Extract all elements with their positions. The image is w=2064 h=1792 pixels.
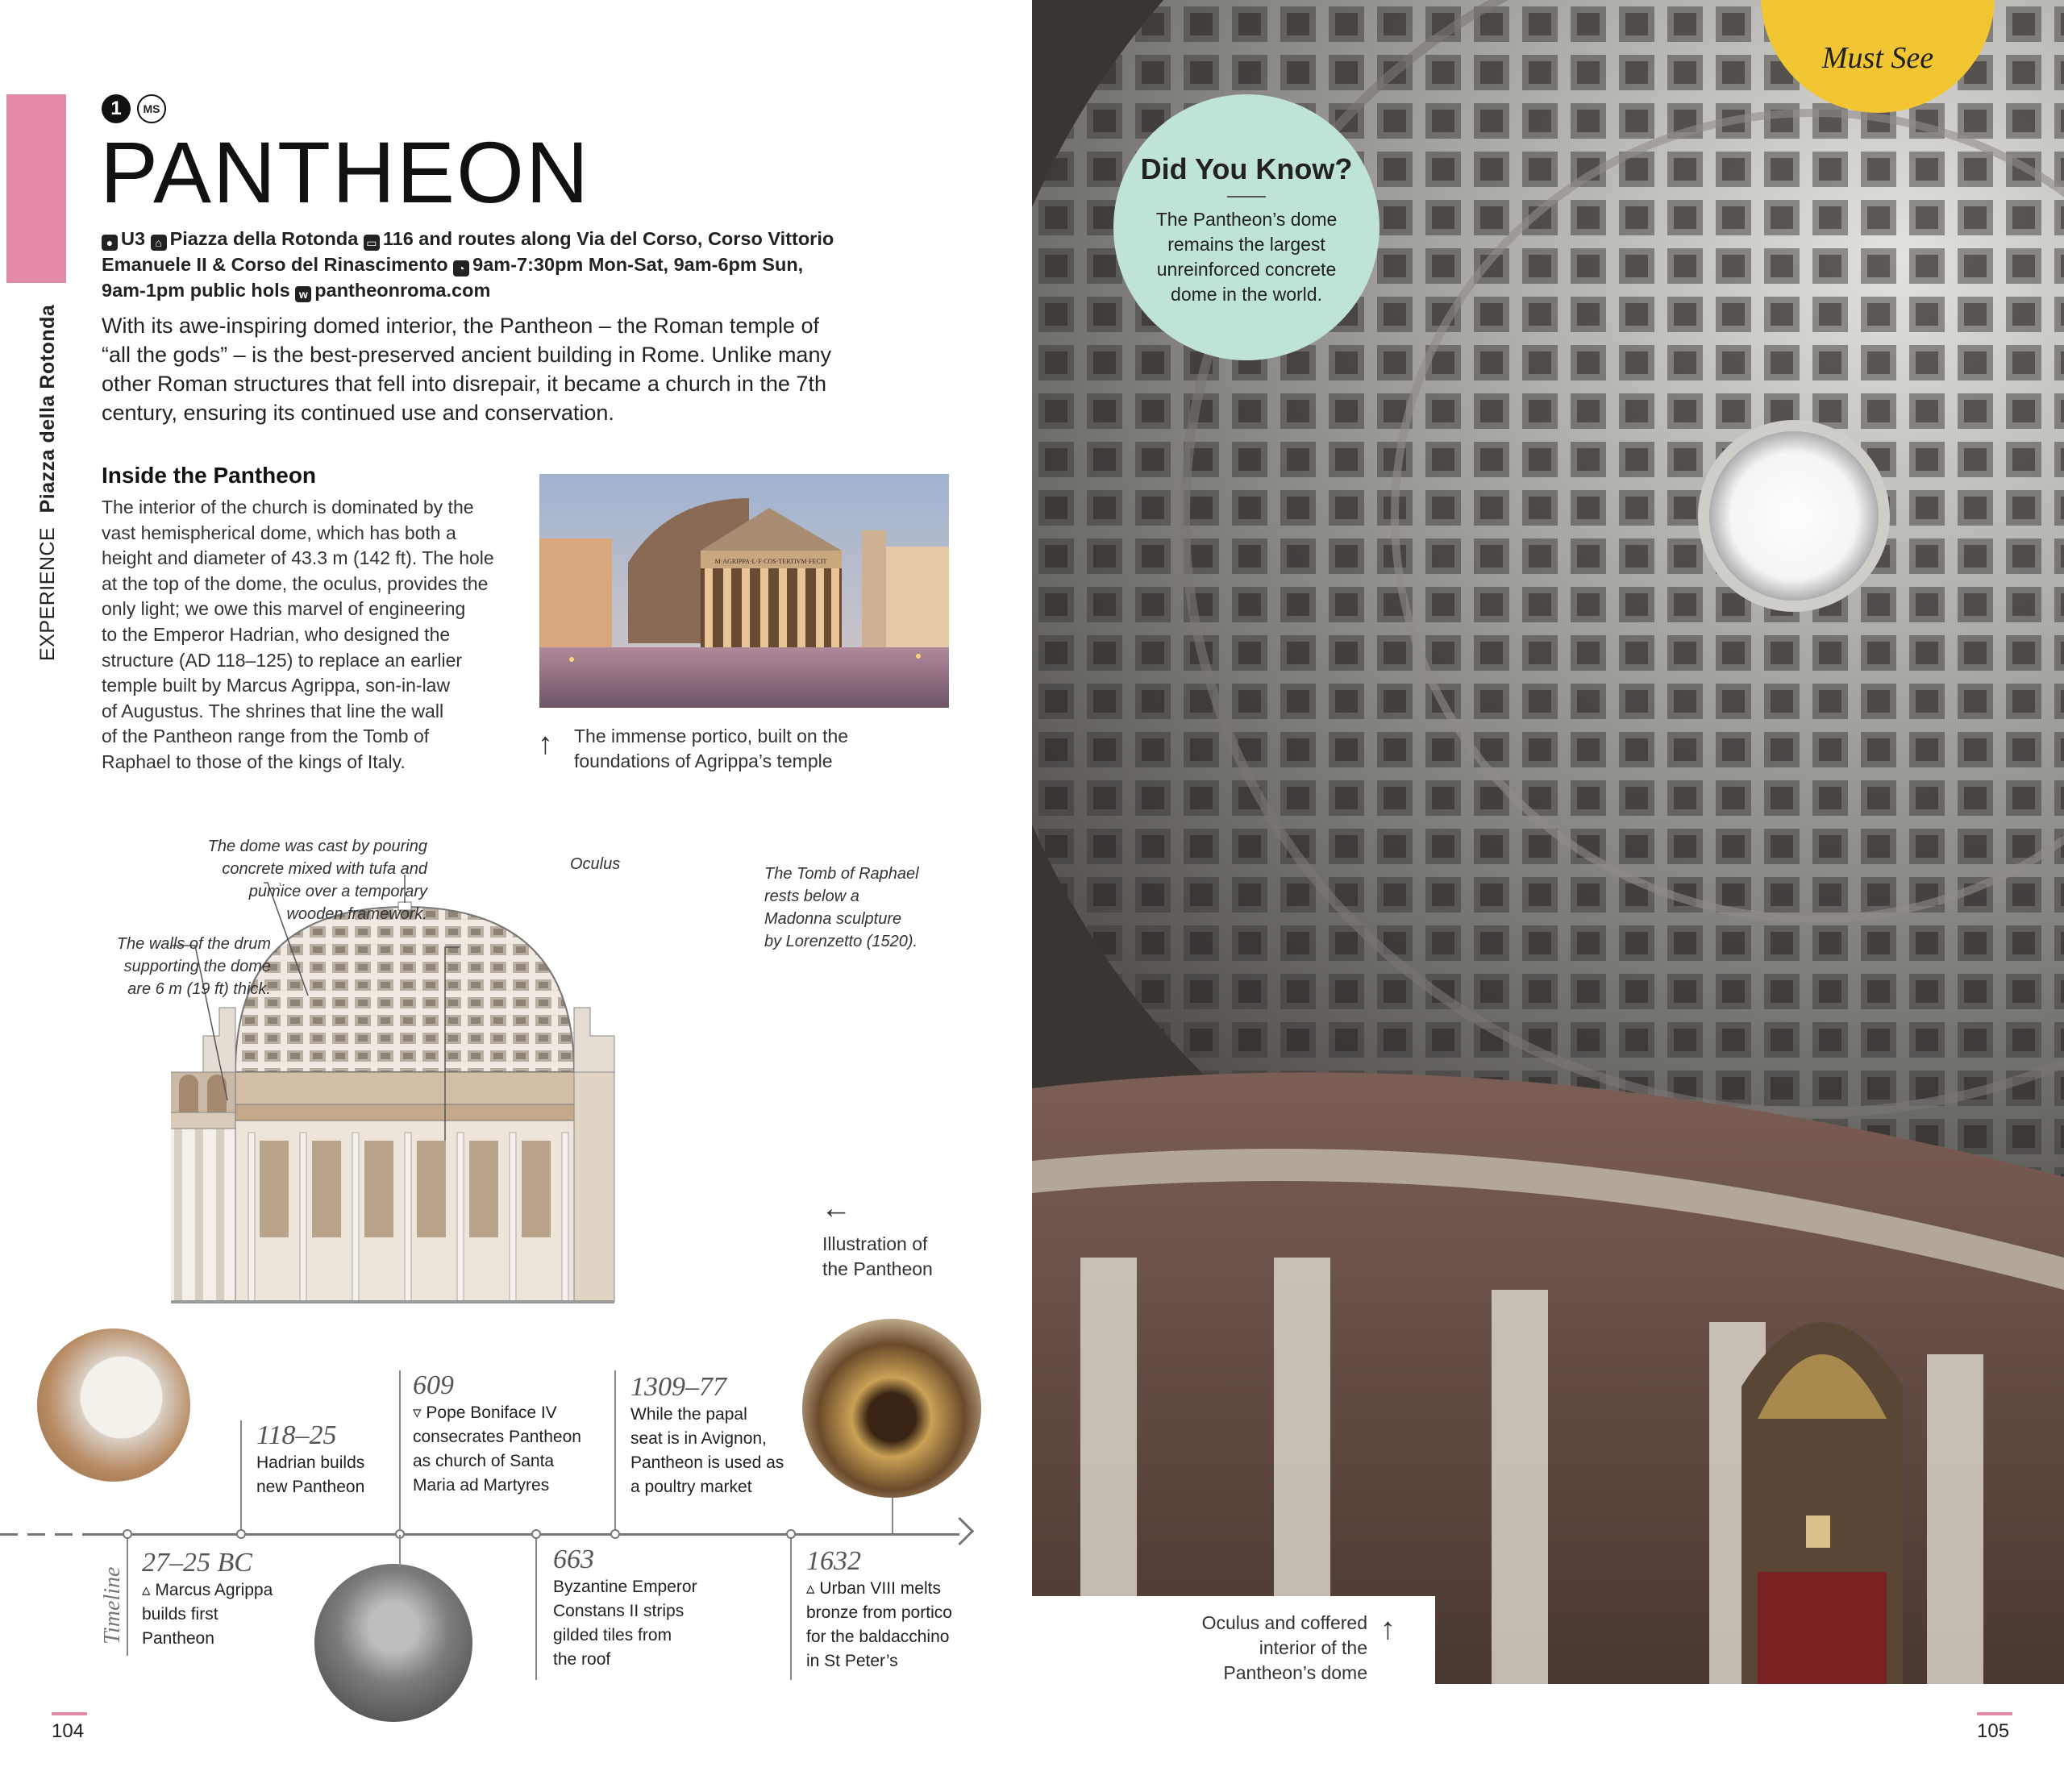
timeline-date: 1632 <box>806 1546 861 1576</box>
baldacchino-photo <box>802 1319 981 1498</box>
triangle-up-icon: ▵ <box>142 1581 156 1599</box>
timeline-text <box>413 1401 582 1498</box>
timeline-date: 663 <box>553 1545 594 1574</box>
body-line: to the Emperor Hadrian, who designed the <box>102 623 451 645</box>
timeline-connector <box>614 1370 616 1533</box>
map-pin-icon: ● <box>102 235 118 251</box>
body-line: at the top of the dome, the oculus, provides the <box>102 572 489 594</box>
annotation-line: pumice over a temporary <box>248 883 427 900</box>
oculus-annotation <box>570 853 620 875</box>
annotation-line: Oculus <box>570 855 621 873</box>
timeline-text-line: Pope Boniface IV <box>426 1403 557 1422</box>
timeline-date: 27–25 BC <box>142 1548 252 1578</box>
timeline-axis <box>89 1533 959 1536</box>
body-line: temple built by Marcus Agrippa, son-in-law <box>102 675 451 696</box>
triangle-up-icon: ▵ <box>806 1579 820 1598</box>
section-tab <box>6 94 66 283</box>
page-number: 105 <box>1977 1720 2010 1742</box>
timeline-text-line: a poultry market <box>630 1478 752 1496</box>
body-line: height and diameter of 43.3 m (142 ft). The hole <box>102 547 494 569</box>
timeline-entry <box>806 1546 976 1674</box>
timeline-text-line: the roof <box>553 1650 611 1669</box>
bus-icon: ▭ <box>364 235 380 251</box>
timeline-text <box>142 1578 311 1651</box>
home-icon: ⌂ <box>151 235 167 251</box>
intro-line: “all the gods” – is the best-preserved ancient building in Rome. Unlike many <box>102 343 831 367</box>
timeline-text-line: Marcus Agrippa <box>155 1581 273 1599</box>
body-line: structure (AD 118–125) to replace an earlier <box>102 649 463 671</box>
section-heading: Inside the Pantheon <box>102 463 317 488</box>
timeline-text-line: gilded tiles from <box>553 1626 672 1644</box>
section-location: Piazza della Rotonda <box>36 304 59 513</box>
body-line: Raphael to those of the kings of Italy. <box>102 750 406 772</box>
timeline-text-line: Constans II strips <box>553 1602 685 1620</box>
caption-line: foundations of Agrippa’s temple <box>574 750 833 771</box>
timeline-dashed-start <box>0 1533 89 1536</box>
agrippa-bust-photo <box>37 1328 190 1482</box>
inside-paragraph <box>102 495 513 775</box>
must-see-icon: MS <box>137 94 166 123</box>
entry-number-badge: 1 <box>102 94 131 123</box>
portico-photo <box>539 474 949 708</box>
portico-caption <box>574 724 848 774</box>
intro-paragraph <box>102 311 884 427</box>
caption-line: Oculus and coffered <box>1201 1612 1367 1633</box>
timeline-date: 609 <box>413 1370 454 1400</box>
opening-hours: 9am-7:30pm Mon-Sat, 9am-6pm Sun, <box>472 254 804 275</box>
annotation-line: wooden framework. <box>286 905 427 923</box>
intro-line: century, ensuring its continued use and conservation. <box>102 401 614 425</box>
timeline-entry <box>630 1372 800 1499</box>
timeline-connector <box>127 1535 128 1656</box>
walls-annotation <box>97 933 271 1000</box>
timeline-dot <box>786 1529 796 1539</box>
caption-line: the Pantheon <box>822 1258 933 1279</box>
annotation-line: supporting the dome <box>123 958 271 975</box>
running-header <box>36 305 60 661</box>
intro-line: With its awe-inspiring domed interior, the Pantheon – the Roman temple of <box>102 314 819 338</box>
intro-line: other Roman structures that fell into disrepair, it became a church in the 7th <box>102 372 826 396</box>
triangle-down-icon: ▿ <box>413 1403 427 1422</box>
web-icon: w <box>295 286 311 302</box>
page-marker <box>52 1712 87 1715</box>
bus-routes-line2: Emanuele II & Corso del Rinascimento <box>102 254 448 275</box>
caption-line: Illustration of <box>822 1233 928 1254</box>
timeline-text-line: bronze from portico <box>806 1603 952 1622</box>
timeline-text-line: Byzantine Emperor <box>553 1578 697 1596</box>
timeline-entry <box>413 1370 582 1498</box>
body-line: only light; we owe this marvel of engineering <box>102 598 466 620</box>
timeline-text-line: Maria ad Martyres <box>413 1476 550 1495</box>
timeline-label: Timeline <box>100 1566 125 1644</box>
body-line: The interior of the church is dominated by the <box>102 497 474 518</box>
timeline-connector <box>892 1498 893 1533</box>
must-see-label: Must See <box>1821 41 1934 75</box>
timeline-text-line: in St Peter’s <box>806 1652 898 1670</box>
timeline-text <box>630 1403 800 1499</box>
timeline-text-line: builds first <box>142 1605 218 1624</box>
annotation-line: The dome was cast by pouring <box>207 838 427 855</box>
caption-line: interior of the <box>1259 1637 1367 1658</box>
did-you-know-text <box>1146 207 1347 307</box>
annotation-line: are 6 m (19 ft) thick. <box>127 980 271 998</box>
annotation-line: concrete mixed with tufa and <box>222 860 427 878</box>
dome-annotation <box>185 835 427 925</box>
did-you-know-title: Did You Know? <box>1140 152 1353 185</box>
timeline-text-line: consecrates Pantheon <box>413 1428 581 1446</box>
body-line: vast hemispherical dome, which has both a <box>102 522 456 543</box>
section-category: EXPERIENCE <box>36 526 59 661</box>
practical-info <box>102 226 876 303</box>
annotation-line: The Tomb of Raphael <box>764 865 919 883</box>
website-link[interactable]: pantheonroma.com <box>314 280 491 301</box>
fact-line: unreinforced concrete <box>1156 259 1337 280</box>
timeline-text-line: Hadrian builds <box>256 1453 365 1472</box>
timeline-connector <box>399 1535 401 1567</box>
timeline-dot <box>610 1529 620 1539</box>
timeline-text-line: new Pantheon <box>256 1478 365 1496</box>
page-marker <box>1977 1712 2012 1715</box>
annotation-line: Madonna sculpture <box>764 910 902 928</box>
page-number: 104 <box>52 1720 85 1742</box>
timeline-text <box>553 1575 722 1672</box>
timeline-entry <box>553 1545 722 1672</box>
timeline-text-line: seat is in Avignon, <box>630 1429 767 1448</box>
timeline-dot <box>123 1529 132 1539</box>
body-line: of Augustus. The shrines that line the wall <box>102 700 444 721</box>
timeline-arrowhead-icon <box>946 1517 974 1545</box>
timeline-connector <box>790 1535 792 1680</box>
timeline-text <box>806 1577 976 1674</box>
timeline-text-line: Pantheon <box>142 1629 214 1648</box>
annotation-line: rests below a <box>764 888 859 905</box>
arrow-left-icon: ← <box>821 1191 851 1225</box>
historic-interior-photo <box>314 1564 472 1722</box>
annotation-line: by Lorenzetto (1520). <box>764 933 918 950</box>
clock-icon: ◔ <box>453 260 469 276</box>
diagram-caption <box>822 1232 933 1282</box>
timeline-dot <box>531 1529 541 1539</box>
caption-line: The immense portico, built on the <box>574 726 849 746</box>
opening-hours-line2: 9am-1pm public hols <box>102 280 290 301</box>
fact-line: dome in the world. <box>1171 284 1322 305</box>
dome-caption <box>1072 1611 1367 1686</box>
address: Piazza della Rotonda <box>169 228 359 249</box>
annotation-line: The walls of the drum <box>116 935 271 953</box>
timeline-connector <box>535 1535 537 1680</box>
map-ref: U3 <box>121 228 146 249</box>
timeline-entry <box>142 1548 311 1651</box>
arrow-up-icon: ↑ <box>538 727 553 761</box>
timeline-date: 1309–77 <box>630 1372 726 1402</box>
did-you-know-callout <box>1113 94 1379 360</box>
right-page <box>1032 0 2064 1792</box>
timeline-text-line: Pantheon is used as <box>630 1453 784 1472</box>
timeline-dot <box>236 1529 246 1539</box>
timeline-text-line: While the papal <box>630 1405 747 1424</box>
timeline-text-line: as church of Santa <box>413 1452 555 1470</box>
portico-inscription: M·AGRIPPA·L·F·COS·TERTIVM·FECIT <box>714 558 827 565</box>
timeline-text-line: Urban VIII melts <box>819 1579 941 1598</box>
timeline-text <box>256 1451 426 1499</box>
fact-line: The Pantheon’s dome <box>1155 209 1338 230</box>
timeline-entry <box>256 1420 426 1499</box>
body-line: of the Pantheon range from the Tomb of <box>102 726 430 747</box>
bus-routes-line1: 116 and routes along Via del Corso, Corso Vittorio <box>382 228 834 249</box>
page-title: PANTHEON <box>100 123 591 221</box>
caption-line: Pantheon’s dome <box>1223 1662 1367 1683</box>
timeline-date: 118–25 <box>256 1420 337 1450</box>
did-you-know-rule <box>1227 196 1266 197</box>
timeline-connector <box>240 1420 242 1533</box>
arrow-up-icon: ↑ <box>1380 1612 1396 1646</box>
tomb-annotation <box>764 863 919 953</box>
timeline-text-line: for the baldacchino <box>806 1628 950 1646</box>
fact-line: remains the largest <box>1167 234 1325 255</box>
